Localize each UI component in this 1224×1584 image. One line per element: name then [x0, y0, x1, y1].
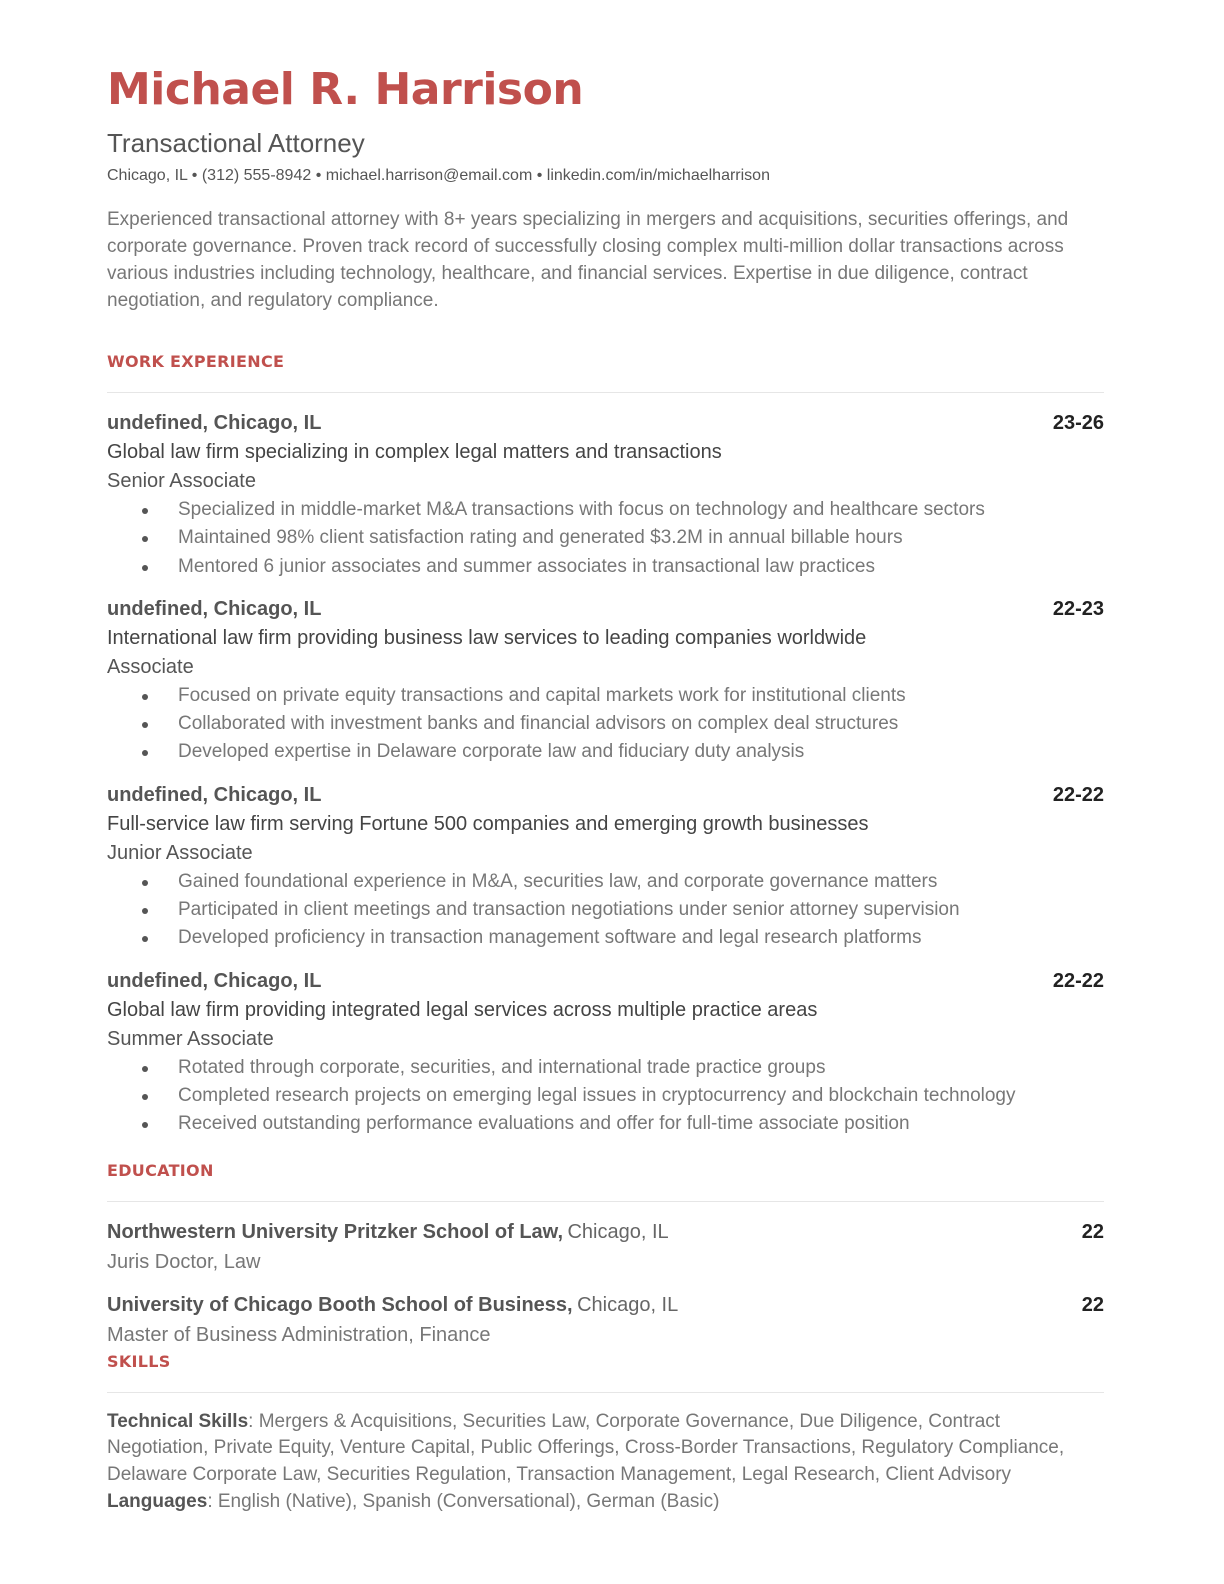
bullet-icon [142, 750, 148, 756]
bullet-icon [142, 1122, 148, 1128]
edu-location: Chicago, IL [577, 1293, 679, 1316]
list-item: Mentored 6 junior associates and summer associates in transactional law practices [142, 553, 1104, 581]
job-company: undefined, Chicago, IL [107, 969, 322, 992]
bullet-icon [142, 908, 148, 914]
list-item: Maintained 98% client satisfaction rating and generated $3.2M in annual billable hours [142, 524, 1104, 552]
job-entry-1 [107, 409, 1104, 581]
list-item: Developed proficiency in transaction management software and legal research platforms [142, 924, 1104, 952]
professional-summary: Experienced transactional attorney with 8+ years specializing in mergers and acquisitions, securities offerings, and corporate governance. Proven track record of successfully closing complex multi-million dollar transactions across various industries including technology, healthcare, and financial services. Expertise in due diligence, contract negotiation, and regulatory compliance. [107, 209, 1069, 311]
edu-year: 22 [1081, 1293, 1104, 1316]
candidate-name: Michael R. Harrison [107, 64, 584, 115]
job-title: Junior Associate [107, 841, 253, 864]
list-item: Completed research projects on emerging legal issues in cryptocurrency and blockchain technology [142, 1082, 1104, 1110]
job-company: undefined, Chicago, IL [107, 412, 322, 434]
bullet-icon [142, 536, 148, 542]
education-heading: EDUCATION [107, 1160, 214, 1180]
bullet-icon [142, 1094, 148, 1100]
bullet-icon [142, 508, 148, 514]
bullet-icon [142, 936, 148, 942]
bullet-icon [142, 694, 148, 700]
job-dates: 22-23 [1052, 597, 1104, 620]
job-dates: 23-26 [1052, 412, 1104, 434]
job-entry-2 [107, 595, 1104, 767]
skills-block [107, 1409, 1104, 1516]
list-item: Gained foundational experience in M&A, securities law, and corporate governance matters [142, 868, 1104, 896]
section-divider [107, 392, 1104, 393]
list-item: Rotated through corporate, securities, and international trade practice groups [142, 1054, 1104, 1082]
education-entry-1 [107, 1218, 1104, 1277]
edu-year: 22 [1081, 1220, 1104, 1243]
bullet-icon [142, 1066, 148, 1072]
edu-degree: Juris Doctor, Law [107, 1250, 261, 1273]
technical-skills-label: Technical Skills [107, 1410, 249, 1432]
job-dates: 22-22 [1052, 783, 1104, 806]
job-title: Summer Associate [107, 1027, 274, 1050]
list-item: Received outstanding performance evaluations and offer for full-time associate position [142, 1110, 1104, 1138]
skills-heading: SKILLS [107, 1351, 171, 1371]
work-experience-heading: WORK EXPERIENCE [107, 352, 285, 371]
contact-line: Chicago, IL • (312) 555-8942 • michael.harrison@email.com • linkedin.com/in/michaelharrison [107, 167, 770, 184]
edu-school: University of Chicago Booth School of Business, [107, 1293, 573, 1316]
job-bullets [142, 868, 1104, 953]
job-company: undefined, Chicago, IL [107, 783, 322, 806]
bullet-icon [142, 880, 148, 886]
technical-skills [107, 1409, 1104, 1489]
candidate-role: Transactional Attorney [107, 128, 365, 158]
languages-label: Languages [107, 1490, 208, 1512]
job-bullets [142, 1054, 1104, 1139]
list-item: Specialized in middle-market M&A transactions with focus on technology and healthcare sectors [142, 496, 1104, 524]
job-entry-3 [107, 781, 1104, 953]
edu-location: Chicago, IL [567, 1220, 669, 1243]
languages-value: : English (Native), Spanish (Conversational), German (Basic) [207, 1490, 720, 1512]
edu-degree: Master of Business Administration, Finance [107, 1323, 491, 1346]
job-firm-description: Global law firm specializing in complex legal matters and transactions [107, 441, 722, 463]
education-entry-2 [107, 1291, 1104, 1350]
list-item: Participated in client meetings and transaction negotiations under senior attorney supervision [142, 896, 1104, 924]
job-title: Associate [107, 655, 194, 678]
bullet-icon [142, 565, 148, 571]
section-divider [107, 1201, 1104, 1202]
list-item: Collaborated with investment banks and financial advisors on complex deal structures [142, 710, 1104, 738]
job-entry-4 [107, 967, 1104, 1139]
resume-page [107, 60, 1104, 1515]
job-bullets [142, 682, 1104, 767]
section-divider [107, 1392, 1104, 1393]
job-dates: 22-22 [1052, 969, 1104, 992]
list-item: Developed expertise in Delaware corporate law and fiduciary duty analysis [142, 738, 1104, 766]
languages [107, 1489, 1104, 1516]
job-firm-description: International law firm providing business law services to leading companies worldwide [107, 626, 867, 649]
edu-school: Northwestern University Pritzker School of Law, [107, 1220, 564, 1243]
job-firm-description: Global law firm providing integrated legal services across multiple practice areas [107, 998, 818, 1021]
job-firm-description: Full-service law firm serving Fortune 500 companies and emerging growth businesses [107, 812, 869, 835]
list-item: Focused on private equity transactions and capital markets work for institutional clients [142, 682, 1104, 710]
bullet-icon [142, 722, 148, 728]
job-company: undefined, Chicago, IL [107, 597, 322, 620]
technical-skills-value: : Mergers & Acquisitions, Securities Law, Corporate Governance, Due Diligence, Contract Negotiation, Private Equity, Venture Capital, Public Offerings, Cross-Border Transactions, Regulatory Compliance, Delaware Corporate Law, Securities Regulation, Transaction Management, Legal Research, Client Advisory [107, 1410, 1065, 1485]
job-bullets [142, 496, 1104, 581]
job-title: Senior Associate [107, 470, 256, 492]
